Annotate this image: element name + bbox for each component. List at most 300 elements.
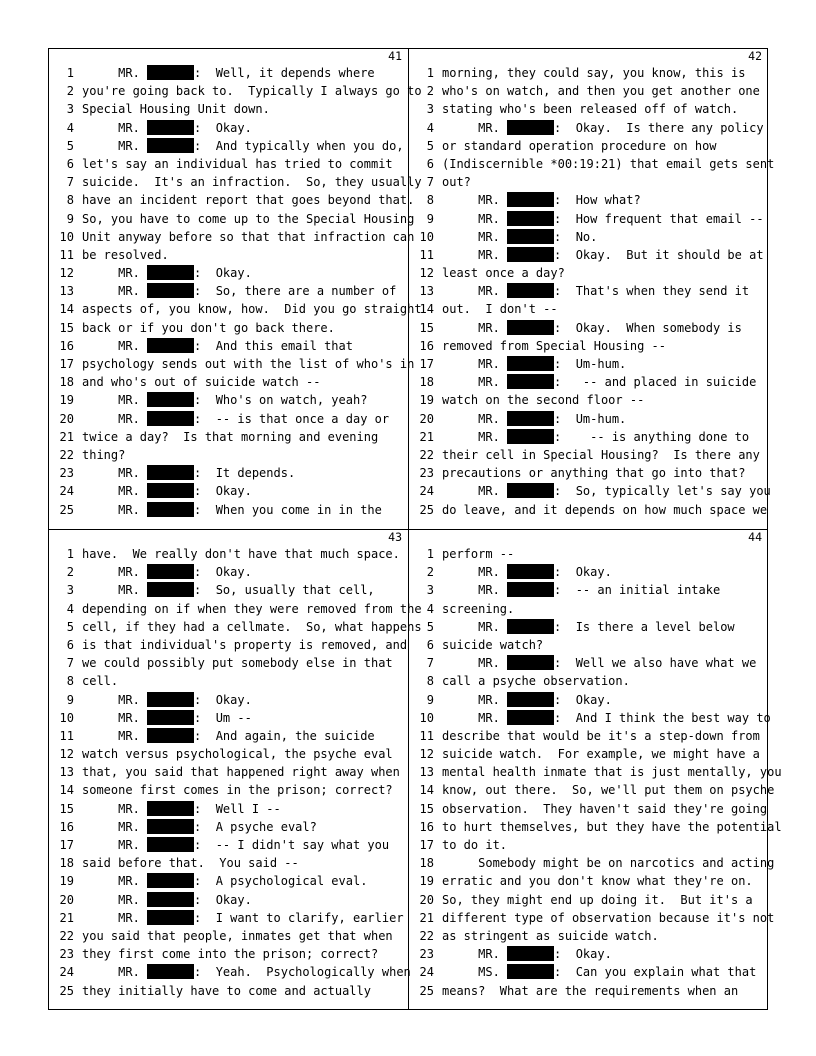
line-text (82, 410, 389, 428)
line-text (442, 373, 756, 391)
line-number: 12 (419, 266, 434, 281)
line-text (442, 137, 717, 155)
transcript-line (409, 963, 768, 981)
redaction-block (147, 892, 194, 907)
line-number: 25 (59, 502, 74, 517)
line-number: 4 (66, 601, 74, 616)
redaction-block (507, 655, 554, 670)
line-text-segment: describe that would be it's a step-down from (442, 728, 760, 743)
line-text-segment: perform -- (442, 547, 515, 561)
transcript-line (49, 781, 408, 799)
line-text (442, 155, 774, 173)
redaction-block (147, 120, 194, 135)
transcript-line (49, 410, 408, 428)
line-text (442, 246, 764, 264)
line-number: 21 (59, 429, 74, 444)
transcript-line (49, 709, 408, 727)
line-number: 7 (426, 656, 434, 671)
line-text-segment: : So, there are a number of (194, 284, 397, 299)
line-text-segment: : Okay. (194, 120, 252, 135)
transcript-line (409, 155, 775, 173)
line-number: 16 (419, 819, 434, 834)
line-text-segment: : And again, the suicide (194, 728, 375, 743)
transcript-line (409, 800, 768, 818)
line-text-segment: Somebody might be on narcotics and acting (442, 856, 775, 871)
line-text-segment: MR. (82, 502, 148, 517)
transcript-line (409, 64, 768, 82)
transcript-line (49, 600, 422, 618)
transcript-line (49, 763, 408, 781)
redaction-block (147, 582, 194, 597)
line-text-segment: MR. (82, 801, 148, 816)
transcript-page (409, 49, 775, 529)
page-number: 43 (388, 530, 402, 544)
line-number: 6 (66, 156, 74, 171)
line-text-segment: : Well I -- (194, 801, 281, 816)
line-text (442, 963, 756, 981)
line-number: 22 (59, 447, 74, 462)
redaction-block (147, 873, 194, 888)
redaction-block (147, 483, 194, 498)
line-number: 21 (419, 429, 434, 444)
line-text (82, 464, 295, 482)
transcript-line (409, 763, 782, 781)
transcript-line (409, 545, 768, 563)
line-text (442, 300, 558, 318)
redaction-block (147, 964, 194, 979)
line-text-segment: someone first comes in the prison; correct? (82, 783, 393, 798)
line-text-segment: So, they might end up doing it. But it's a (442, 892, 753, 907)
transcript-line (409, 691, 768, 709)
redaction-block (147, 283, 194, 298)
line-text-segment: aspects of, you know, how. Did you go straight (82, 302, 422, 317)
line-text-segment: precautions or anything that go into that? (442, 466, 746, 481)
redaction-block (507, 356, 554, 371)
redaction-block (507, 964, 554, 979)
transcript-line (49, 927, 408, 945)
line-number: 17 (419, 838, 434, 852)
transcript-line (49, 482, 408, 500)
redaction-block (147, 910, 194, 925)
transcript-line (409, 945, 768, 963)
line-text-segment: : How what? (554, 193, 641, 208)
line-text (82, 173, 422, 191)
line-text-segment: do leave, and it depends on how much space we (442, 502, 768, 517)
line-text-segment: : Okay. (194, 266, 252, 281)
transcript-page (409, 530, 782, 1010)
line-text-segment: : Okay. But it should be at (554, 247, 764, 262)
line-text (82, 210, 414, 228)
line-text-segment: : Well we also have what we (554, 656, 757, 671)
line-text-segment: : Who's on watch, yeah? (194, 393, 368, 408)
line-number: 20 (419, 892, 434, 907)
line-text-segment: to hurt themselves, but they have the potential (442, 819, 782, 834)
line-text (442, 854, 774, 872)
line-text (442, 891, 753, 909)
line-text-segment: : Well, it depends where (194, 66, 375, 80)
transcript-line (49, 654, 408, 672)
redaction-block (507, 429, 554, 444)
line-text-segment: know, out there. So, we'll put them on psyche (442, 783, 775, 798)
line-number: 8 (66, 674, 74, 689)
line-text-segment: morning, they could say, you know, this is (442, 66, 746, 80)
redaction-block (147, 411, 194, 426)
line-text (82, 654, 393, 672)
transcript-line (409, 100, 768, 118)
transcript-line (409, 191, 768, 209)
line-text-segment: : -- I didn't say what you (194, 838, 390, 852)
line-number: 17 (59, 838, 74, 852)
line-text-segment: MR. (82, 393, 148, 408)
line-text-segment: MR. (82, 874, 148, 889)
line-number: 9 (66, 692, 74, 707)
line-text (82, 727, 375, 745)
line-number: 9 (66, 211, 74, 226)
redaction-block (507, 374, 554, 389)
line-number: 19 (59, 874, 74, 889)
line-text-segment: : How frequent that email -- (554, 211, 764, 226)
line-text-segment: : Okay. (194, 892, 252, 907)
line-text-segment: MR. (82, 565, 148, 580)
line-number: 9 (426, 211, 434, 226)
transcript-line (409, 337, 768, 355)
transcript-line (409, 818, 782, 836)
line-text (442, 691, 612, 709)
line-text-segment: MR. (442, 247, 508, 262)
transcript-line (409, 464, 768, 482)
redaction-block (507, 582, 554, 597)
line-text-segment: MR. (442, 429, 508, 444)
transcript-line (49, 581, 408, 599)
line-text-segment: : Okay. Is there any policy (554, 120, 764, 135)
transcript-line (49, 618, 422, 636)
transcript-line (409, 119, 768, 137)
line-text-segment: you said that people, inmates get that when (82, 928, 393, 943)
line-text-segment: MR. (82, 138, 148, 153)
line-text-segment: different type of observation because it's not (442, 910, 775, 925)
transcript-line (49, 745, 408, 763)
line-text-segment: and who's out of suicide watch -- (82, 375, 321, 390)
line-text-segment: : No. (554, 229, 598, 244)
line-text (82, 337, 353, 355)
transcript-line (409, 927, 768, 945)
line-text-segment: MR. (442, 411, 508, 426)
line-text (82, 800, 281, 818)
transcript-line (49, 691, 408, 709)
redaction-block (147, 265, 194, 280)
line-text-segment: MR. (442, 375, 508, 390)
transcript-line (49, 119, 408, 137)
line-number: 24 (59, 484, 74, 499)
transcript-line (49, 563, 408, 581)
line-text-segment: erratic and you don't know what they're on. (442, 874, 753, 889)
line-text-segment: cell, if they had a cellmate. So, what happens (82, 619, 422, 634)
line-text (442, 909, 774, 927)
line-text (442, 228, 597, 246)
transcript-line (409, 137, 768, 155)
line-number: 19 (419, 393, 434, 408)
line-text (82, 228, 414, 246)
line-text-segment: : And I think the best way to (554, 710, 771, 725)
line-number: 22 (419, 928, 434, 943)
transcript-line (409, 600, 768, 618)
transcript-line (49, 64, 408, 82)
redaction-block (507, 411, 554, 426)
line-number: 20 (59, 411, 74, 426)
line-number: 8 (426, 674, 434, 689)
line-text (82, 428, 378, 446)
line-text-segment: Unit anyway before so that that infraction can (82, 229, 415, 244)
redaction-block (507, 192, 554, 207)
line-text (442, 800, 767, 818)
line-number: 12 (59, 747, 74, 762)
line-text-segment: to do it. (442, 838, 508, 852)
line-text-segment: MR. (442, 710, 508, 725)
line-text (82, 373, 320, 391)
transcript-line (49, 228, 415, 246)
line-text (442, 446, 760, 464)
line-number: 11 (59, 247, 74, 262)
transcript-line (49, 872, 408, 890)
transcript-line (49, 100, 408, 118)
line-number: 11 (419, 247, 434, 262)
transcript-line (409, 618, 768, 636)
redaction-block (147, 465, 194, 480)
line-number: 15 (59, 320, 74, 335)
line-text (82, 545, 400, 563)
line-text (442, 173, 471, 191)
line-text-segment: who's on watch, and then you get another one (442, 84, 760, 99)
line-text-segment: they first come into the prison; correct? (82, 947, 379, 962)
line-text (442, 581, 720, 599)
transcript-line (409, 264, 768, 282)
line-text (442, 482, 771, 500)
transcript-line (409, 854, 775, 872)
line-text (82, 319, 335, 337)
line-number: 24 (419, 965, 434, 980)
line-text-segment: have an incident report that goes beyond that. (82, 193, 415, 208)
line-number: 5 (66, 619, 74, 634)
line-number: 15 (419, 801, 434, 816)
line-number: 23 (59, 947, 74, 962)
line-text (82, 872, 367, 890)
line-text (442, 464, 745, 482)
transcript-line (49, 210, 415, 228)
line-text (442, 927, 659, 945)
line-text (442, 818, 782, 836)
line-text (82, 636, 407, 654)
line-number: 13 (419, 765, 434, 780)
transcript-line (49, 246, 408, 264)
line-text-segment: MR. (82, 266, 148, 281)
transcript-line (49, 373, 408, 391)
line-text-segment: : Okay. (194, 484, 252, 499)
line-text (442, 600, 514, 618)
line-number: 16 (419, 338, 434, 353)
line-text-segment: observation. They haven't said they're going (442, 801, 768, 816)
transcript-line (49, 137, 408, 155)
line-text (82, 691, 252, 709)
line-number: 6 (66, 637, 74, 652)
line-text-segment: we could possibly put somebody else in that (82, 656, 393, 671)
line-number: 10 (59, 229, 74, 244)
line-text-segment: : Um-hum. (554, 357, 627, 371)
transcript-line (49, 891, 408, 909)
line-text-segment: MR. (82, 484, 148, 499)
redaction-block (507, 692, 554, 707)
line-text-segment: MR. (82, 965, 148, 980)
line-text (442, 836, 507, 854)
line-text-segment: as stringent as suicide watch. (442, 928, 659, 943)
transcript-line (409, 482, 771, 500)
page-number: 44 (748, 530, 762, 544)
redaction-block (147, 138, 194, 153)
transcript-line (49, 963, 411, 981)
line-number: 16 (59, 819, 74, 834)
line-text (82, 501, 382, 519)
line-number: 6 (426, 637, 434, 652)
redaction-block (147, 819, 194, 834)
line-text (82, 763, 400, 781)
line-text-segment: twice a day? Is that morning and evening (82, 429, 379, 444)
transcript-line (49, 319, 408, 337)
redaction-block (147, 801, 194, 816)
line-text-segment: is that individual's property is removed, and (82, 637, 408, 652)
transcript-line (409, 410, 768, 428)
line-number: 7 (66, 656, 74, 671)
line-text (442, 337, 666, 355)
line-text (442, 709, 771, 727)
line-text-segment: depending on if when they were removed from the (82, 601, 422, 616)
transcript-line (409, 872, 768, 890)
line-number: 12 (419, 747, 434, 762)
redaction-block (507, 283, 554, 298)
transcript-line (409, 210, 768, 228)
transcript-line (49, 337, 408, 355)
line-number: 10 (59, 710, 74, 725)
line-number: 14 (419, 302, 434, 317)
transcript-sheet (48, 48, 782, 1010)
line-text (82, 482, 252, 500)
line-number: 1 (66, 547, 74, 561)
line-text-segment: removed from Special Housing -- (442, 338, 666, 353)
transcript-line (409, 173, 768, 191)
line-text (442, 636, 543, 654)
line-number: 24 (59, 965, 74, 980)
line-number: 2 (426, 565, 434, 580)
line-number: 21 (419, 910, 434, 925)
line-text-segment: back or if you don't go back there. (82, 320, 335, 335)
line-text (442, 545, 514, 563)
redaction-block (507, 247, 554, 262)
line-number: 20 (419, 411, 434, 426)
transcript-line (409, 428, 768, 446)
line-text (442, 781, 774, 799)
line-text (442, 82, 760, 100)
line-text-segment: : And this email that (194, 338, 353, 353)
line-text (442, 191, 641, 209)
line-text (82, 581, 375, 599)
line-text (82, 282, 396, 300)
transcript-line (49, 672, 408, 690)
line-text-segment: : Um -- (194, 710, 252, 725)
line-text (442, 563, 612, 581)
line-number: 19 (59, 393, 74, 408)
line-number: 17 (419, 357, 434, 371)
line-number: 18 (59, 375, 74, 390)
line-number: 3 (426, 583, 434, 598)
line-text-segment: : Okay. (194, 692, 252, 707)
line-number: 15 (59, 801, 74, 816)
line-text-segment: : Okay. (554, 565, 612, 580)
transcript-line (49, 446, 408, 464)
line-text-segment: (Indiscernible *00:19:21) that email gets sent (442, 156, 775, 171)
line-text (442, 745, 760, 763)
line-text-segment: their cell in Special Housing? Is there any (442, 447, 760, 462)
transcript-line (409, 727, 768, 745)
line-text-segment: MR. (82, 892, 148, 907)
line-text-segment: MR. (442, 120, 508, 135)
line-number: 10 (419, 229, 434, 244)
redaction-block (147, 564, 194, 579)
line-text-segment: watch on the second floor -- (442, 393, 645, 408)
line-number: 5 (426, 138, 434, 153)
transcript-line (49, 355, 415, 373)
redaction-block (507, 483, 554, 498)
line-text (82, 137, 404, 155)
line-text (442, 428, 749, 446)
line-text (442, 672, 630, 690)
transcript-lines (49, 545, 422, 1000)
line-text-segment: MS. (442, 965, 508, 980)
transcript-line (409, 319, 768, 337)
line-text (82, 945, 378, 963)
line-text-segment: Special Housing Unit down. (82, 102, 270, 117)
line-text (442, 264, 565, 282)
line-text-segment: MR. (442, 193, 508, 208)
line-text-segment: thing? (82, 447, 126, 462)
line-text-segment: that, you said that happened right away when (82, 765, 400, 780)
line-text-segment: MR. (442, 229, 508, 244)
line-text-segment: suicide watch. For example, we might have a (442, 747, 760, 762)
line-text-segment: MR. (442, 656, 508, 671)
line-text-segment: MR. (82, 120, 148, 135)
line-text-segment: MR. (442, 284, 508, 299)
line-number: 14 (419, 783, 434, 798)
line-text (82, 672, 118, 690)
line-number: 14 (59, 302, 74, 317)
line-text (82, 246, 169, 264)
transcript-line (409, 581, 768, 599)
transcript-line (409, 355, 768, 373)
transcript-line (409, 246, 768, 264)
line-number: 10 (419, 710, 434, 725)
redaction-block (147, 65, 194, 80)
line-text-segment: MR. (82, 838, 148, 852)
transcript-line (49, 173, 422, 191)
line-text (442, 727, 760, 745)
line-text (82, 963, 411, 981)
line-number: 22 (59, 928, 74, 943)
line-text-segment: said before that. You said -- (82, 856, 299, 871)
line-text-segment: MR. (82, 284, 148, 299)
transcript-line (49, 464, 408, 482)
line-text (442, 319, 742, 337)
line-text (442, 410, 626, 428)
line-text (82, 191, 414, 209)
redaction-block (507, 710, 554, 725)
transcript-line (409, 709, 771, 727)
